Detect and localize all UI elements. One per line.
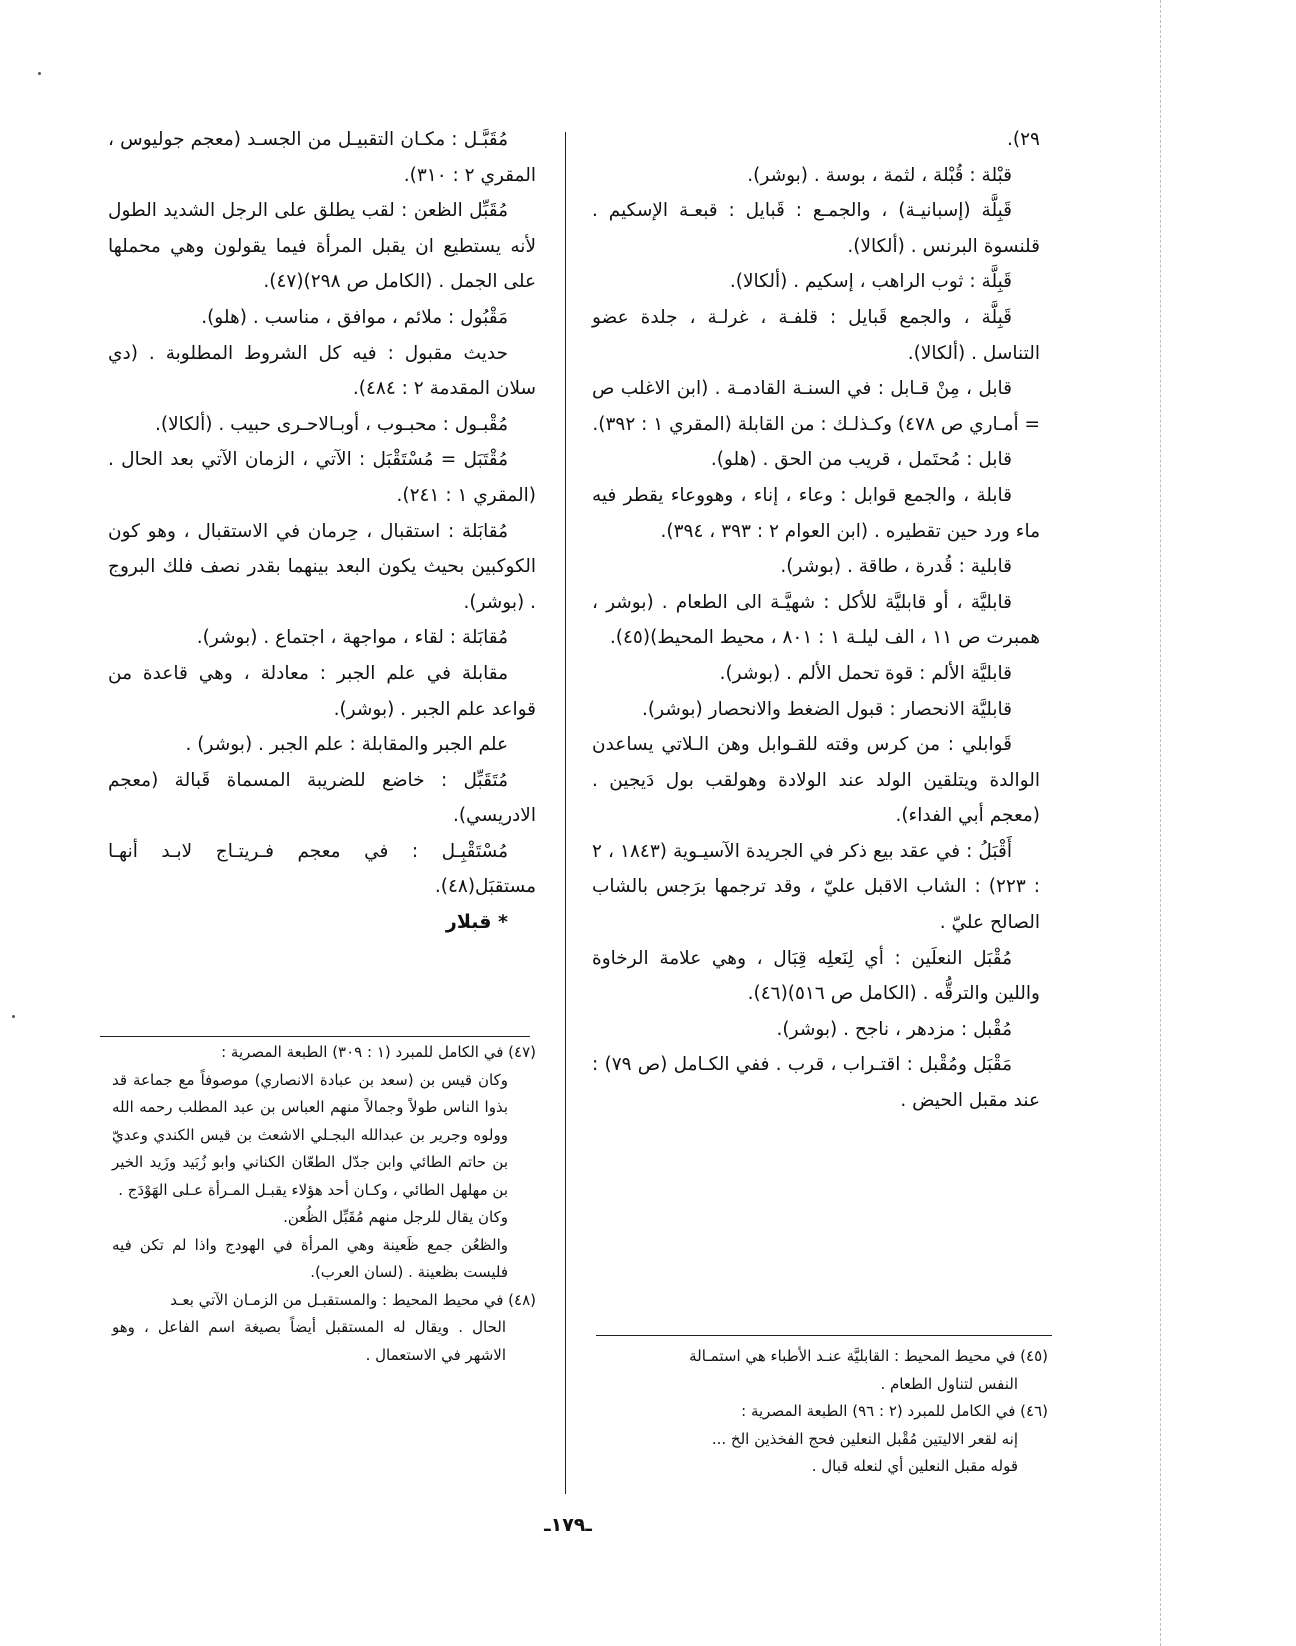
dictionary-entry: أَقْبَلُ : في عقد بيع ذكر في الجريدة الآسيـوية (١٨٤٣ ، ٢ : ٢٢٣) : الشاب الاقبل عليّ ، وقد ترجمها برَجس بالشاب الصالح عليّ . — [592, 840, 1040, 934]
dictionary-entry: قابل ، مِنْ قـابل : في السنـة القادمـة . (ابن الاغلب ص = أمـاري ص ٤٧٨) وكـذلـك : من القابلة (المقري ١ : ٣٩٢). — [592, 378, 1040, 435]
dictionary-entry: مُقَبِّل الظعن : لقب يطلق على الرجل الشديد الطول لأنه يستطيع ان يقبل المرأة فيما يقولون وهي محملها على الجمل . (الكامل ص ٢٩٨)(٤٧). — [108, 200, 536, 293]
footnote-line: قوله مقبل النعلين أي لنعله قبال . — [811, 1457, 1018, 1475]
dictionary-entry: قابلة ، والجمع قوابل : وعاء ، إناء ، وهووعاء يقطر فيه ماء ورد حين تقطيره . (ابن العوام ٢ : ٣٩٣ ، ٣٩٤). — [592, 484, 1040, 542]
footnote-line: (٤٧) في الكامل للمبرد (١ : ٣٠٩) الطبعة المصرية : — [221, 1043, 536, 1061]
right-footnotes — [600, 1343, 1048, 1481]
footnote-rule-left — [100, 1036, 530, 1037]
right-text-column — [592, 122, 1040, 1119]
dictionary-entry: مَقْبَل ومُقْبل : اقتـراب ، قرب . ففي الكـامل (ص ٧٩) : عند مقبل الحيض . — [592, 1054, 1040, 1112]
dictionary-entry: ٢٩). — [1007, 129, 1040, 150]
footnote-rule-right — [596, 1335, 1052, 1336]
dictionary-entry: مَقْبُول : ملائم ، موافق ، مناسب . (هلو). — [201, 306, 508, 328]
footnote-line: (٤٨) في محيط المحيط : والمستقبـل من الزمـان الآتي بعـد — [170, 1290, 536, 1309]
footnote-line: وكان قيس بن (سعد بن عبادة الانصاري) موصوفاً مع جماعة قد بذوا الناس طولاً وجمالاً منهم العباس بن عبد المطلب رحمه الله وولوه وجرير بن عبدالله البجـلي الاشعث بن قيس الكندي وعديّ بن حاتم الطائي وابن جدّل الطعّان الكناني وابو زُبَيد وزَيد الخير بن مهلهل الطائي ، وكـان أحد هؤلاء يقبـل المـرأة عـلى الهَوْدَج . — [112, 1070, 508, 1199]
dictionary-entry: مُقَبَّـل : مكـان التقبيـل من الجسـد (معجم جوليوس ، المقري ٢ : ٣١٠). — [108, 129, 536, 186]
dictionary-entry: مُقْبـول : محبـوب ، أوبـالاحـرى حبيب . (ألكالا). — [155, 413, 508, 435]
footnote-line: إنه لقعر الاليتين مُقْبل النعلين فحج الفخذين الخ ... — [711, 1429, 1018, 1448]
dictionary-entry: قابليَّة ، أو قابليَّة للأكل : شهيَّـة الى الطعام . (بوشر ، همبرت ص ١١ ، الف ليلـة ١ : ٨٠١ ، محيط المحيط)(٤٥). — [592, 591, 1040, 649]
dictionary-entry: مُقْتَبَل = مُسْتَقْبَل : الآتي ، الزمان الآتي بعد الحال . (المقري ١ : ٢٤١). — [108, 449, 536, 506]
dictionary-entry: قَبِلَّة (إسبانيـة) ، والجمـع : قَبايل : قبعـة الإسكيم . قلنسوة البرنس . (ألكالا). — [592, 200, 1040, 257]
footnote-line: وكان يقال للرجل منهم مُقَبِّل الظُعن. — [283, 1208, 508, 1226]
dictionary-entry: قابليَّة الألم : قوة تحمل الألم . (بوشر). — [719, 662, 1012, 684]
left-text-column — [108, 122, 536, 941]
section-heading: * قبلار — [445, 911, 508, 934]
footnote-line: والظعُن جمع ظَعينة وهي المرأة في الهودج واذا لم تكن فيه فليست بظعينة . (لسان العرب). — [112, 1235, 508, 1281]
page-number: ـ١٧٩ـ — [544, 1514, 592, 1536]
dictionary-entry: مقابلة في علم الجبر : معادلة ، وهي قاعدة من قواعد علم الجبر . (بوشر). — [108, 662, 536, 720]
dictionary-entry: قَبِلَّة ، والجمع قَبايل : قلفـة ، غرلـة ، جلدة عضو التناسل . (ألكالا). — [592, 306, 1040, 364]
scan-speck — [38, 72, 41, 75]
dictionary-entry: قابلية : قُدرة ، طاقة . (بوشر). — [780, 556, 1012, 578]
column-divider — [565, 132, 566, 1494]
dictionary-entry: قبْلة : قُبْلة ، لثمة ، بوسة . (بوشر). — [747, 164, 1012, 186]
dictionary-entry: مُقْبَل النعلَين : أي لِنَعلِه قِبَال ، وهي علامة الرخاوة واللين والترقُّه . (الكامل ص ٥١٦)(٤٦). — [592, 947, 1040, 1005]
dictionary-entry: مُتَقَبِّل : خاضع للضريبة المسماة قَبالة (معجم الادريسي). — [108, 769, 536, 827]
scan-speck — [12, 1015, 15, 1018]
dictionary-entry: قابل : مُحتَمل ، قريب من الحق . (هلو). — [710, 449, 1012, 471]
footnote-line: الحال . ويقال له المستقبل أيضاً بصيغة اسم الفاعل ، وهو الاشهر في الاستعمال . — [112, 1318, 506, 1364]
dictionary-entry: حديث مقبول : فيه كل الشروط المطلوبة . (دي سلان المقدمة ٢ : ٤٨٤). — [108, 342, 536, 400]
dictionary-entry: قابليَّة الانحصار : قبول الضغط والانحصار (بوشر). — [642, 698, 1012, 720]
dictionary-entry: مُقْبل : مزدهر ، ناجح . (بوشر). — [776, 1018, 1012, 1040]
footnote-line: (٤٥) في محيط المحيط : القابليَّة عنـد الأطباء هي استمـالة — [689, 1347, 1048, 1365]
footnote-line: (٤٦) في الكامل للمبرد (٢ : ٩٦) الطبعة المصرية : — [741, 1402, 1048, 1420]
dictionary-entry: قَبِلَّة : ثوب الراهب ، إسكيم . (ألكالا). — [729, 271, 1012, 293]
dictionary-entry: مُقابَلة : لقاء ، مواجهة ، اجتماع . (بوشر). — [196, 627, 508, 649]
dictionary-entry: قَوابلي : من كرس وقته للقـوابل وهن الـلاتي يساعدن الوالدة ويتلقين الولد عند الولادة وهولقب بول دَيجين . (معجم أبي الفداء). — [592, 734, 1040, 827]
page-edge-line — [1160, 0, 1162, 1646]
left-footnotes — [112, 1039, 536, 1369]
footnote-line: النفس لتناول الطعام . — [880, 1374, 1018, 1393]
dictionary-entry: علم الجبر والمقابلة : علم الجبر . (بوشر) . — [185, 734, 508, 756]
dictionary-entry: مُقابَلة : استقبال ، حِرمان في الاستقبال ، وهو كون الكوكبين بحيث يكون البعد بينهما بقدر نصف فلك البروج . (بوشر). — [108, 520, 536, 613]
dictionary-entry: مُسْتَقْبِـل : في معجم فـريتـاج لابـد أنهـا مستقبَل(٤٨). — [108, 840, 536, 898]
